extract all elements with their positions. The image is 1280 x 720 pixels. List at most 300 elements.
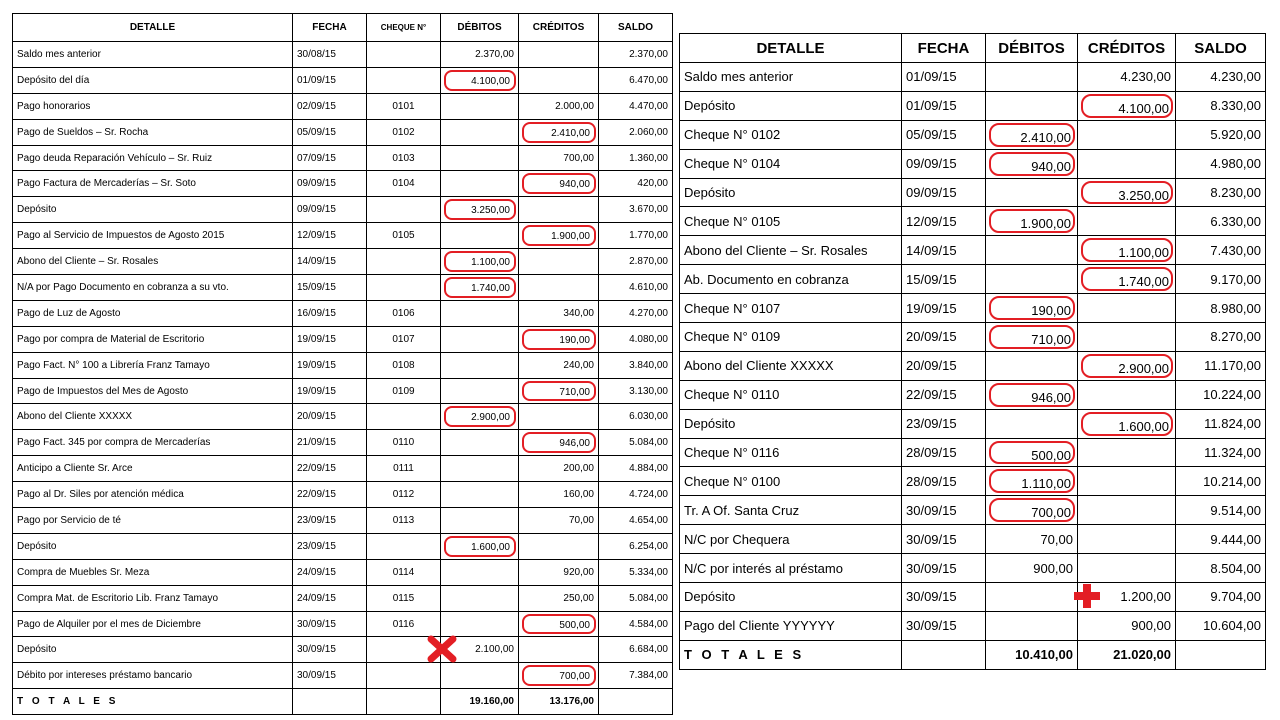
detalle-cell: Ab. Documento en cobranza — [680, 265, 902, 294]
creditos-cell: 200,00 — [519, 456, 599, 482]
saldo-cell: 4.080,00 — [599, 326, 673, 352]
ledger-row — [13, 42, 673, 68]
detalle-cell: Pago por compra de Material de Escritorio — [13, 326, 293, 352]
debitos-cell — [986, 207, 1078, 236]
creditos-cell — [519, 663, 599, 689]
fecha-cell: 01/09/15 — [902, 63, 986, 92]
saldo-cell: 2.060,00 — [599, 119, 673, 145]
debitos-cell — [441, 145, 519, 171]
debitos-cell — [986, 236, 1078, 265]
debitos-cell — [986, 265, 1078, 294]
cheque-cell: 0101 — [367, 93, 441, 119]
creditos-cell: 2.000,00 — [519, 93, 599, 119]
detalle-cell: Pago al Servicio de Impuestos de Agosto 2015 — [13, 223, 293, 249]
detalle-cell: Saldo mes anterior — [680, 63, 902, 92]
red-plus-icon — [1072, 582, 1102, 610]
detalle-cell: Depósito — [680, 178, 902, 207]
cheque-cell: 0116 — [367, 611, 441, 637]
ledger-row — [13, 145, 673, 171]
saldo-cell: 2.370,00 — [599, 42, 673, 68]
creditos-cell — [519, 611, 599, 637]
ledger-row — [13, 611, 673, 637]
totals-empty — [367, 689, 441, 715]
highlight-circle: 3.250,00 — [444, 199, 516, 220]
creditos-cell — [519, 67, 599, 93]
totals-creditos: 13.176,00 — [519, 689, 599, 715]
creditos-cell — [1078, 554, 1176, 583]
saldo-cell: 4.610,00 — [599, 275, 673, 301]
fecha-cell: 07/09/15 — [293, 145, 367, 171]
detalle-cell: Abono del Cliente XXXXX — [13, 404, 293, 430]
highlight-circle: 2.900,00 — [444, 406, 516, 427]
creditos-cell — [1078, 351, 1176, 380]
creditos-cell — [519, 430, 599, 456]
saldo-cell: 1.360,00 — [599, 145, 673, 171]
debitos-cell — [441, 171, 519, 197]
header-detalle: DETALLE — [680, 34, 902, 63]
creditos-cell — [1078, 467, 1176, 496]
cheque-cell — [367, 533, 441, 559]
ledger-row — [13, 275, 673, 301]
fecha-cell: 30/09/15 — [293, 663, 367, 689]
statement-row — [680, 409, 1266, 438]
fecha-cell: 12/09/15 — [902, 207, 986, 236]
creditos-cell — [1078, 120, 1176, 149]
creditos-cell — [1078, 207, 1176, 236]
ledger-row — [13, 93, 673, 119]
detalle-cell: N/A por Pago Documento en cobranza a su vto. — [13, 275, 293, 301]
fecha-cell: 20/09/15 — [902, 351, 986, 380]
creditos-cell — [519, 223, 599, 249]
statement-row — [680, 91, 1266, 120]
header-cheque: CHEQUE N° — [367, 14, 441, 42]
fecha-cell: 20/09/15 — [902, 323, 986, 352]
ledger-row — [13, 663, 673, 689]
creditos-cell — [519, 637, 599, 663]
debitos-cell — [441, 352, 519, 378]
debitos-cell — [441, 93, 519, 119]
detalle-cell: Pago de Alquiler por el mes de Diciembre — [13, 611, 293, 637]
creditos-cell — [1078, 91, 1176, 120]
highlight-circle: 1.900,00 — [522, 225, 596, 246]
debitos-cell — [986, 120, 1078, 149]
debitos-cell — [986, 611, 1078, 640]
debitos-cell — [986, 91, 1078, 120]
creditos-cell — [1078, 438, 1176, 467]
fecha-cell: 19/09/15 — [293, 326, 367, 352]
saldo-cell: 4.724,00 — [599, 482, 673, 508]
creditos-cell — [519, 533, 599, 559]
fecha-cell: 05/09/15 — [902, 120, 986, 149]
fecha-cell: 01/09/15 — [902, 91, 986, 120]
debitos-cell: 70,00 — [986, 525, 1078, 554]
highlight-circle: 700,00 — [989, 498, 1075, 522]
ledger-row — [13, 456, 673, 482]
detalle-cell: Pago de Impuestos del Mes de Agosto — [13, 378, 293, 404]
cheque-cell: 0109 — [367, 378, 441, 404]
saldo-cell: 5.084,00 — [599, 585, 673, 611]
ledger-row — [13, 508, 673, 534]
cheque-cell: 0112 — [367, 482, 441, 508]
debitos-cell — [441, 482, 519, 508]
creditos-cell — [1078, 525, 1176, 554]
creditos-cell: 920,00 — [519, 559, 599, 585]
fecha-cell: 30/09/15 — [902, 611, 986, 640]
statement-row — [680, 149, 1266, 178]
creditos-cell — [519, 119, 599, 145]
fecha-cell: 30/09/15 — [293, 611, 367, 637]
detalle-cell: Cheque N° 0104 — [680, 149, 902, 178]
highlight-circle: 1.900,00 — [989, 209, 1075, 233]
detalle-cell: Pago al Dr. Siles por atención médica — [13, 482, 293, 508]
header-fecha: FECHA — [293, 14, 367, 42]
ledger-row — [13, 223, 673, 249]
fecha-cell: 30/09/15 — [293, 637, 367, 663]
fecha-cell: 30/09/15 — [902, 554, 986, 583]
fecha-cell: 22/09/15 — [293, 456, 367, 482]
creditos-cell — [519, 404, 599, 430]
detalle-cell: N/C por Chequera — [680, 525, 902, 554]
creditos-cell — [519, 171, 599, 197]
detalle-cell: Abono del Cliente XXXXX — [680, 351, 902, 380]
debitos-cell — [441, 223, 519, 249]
creditos-cell — [1078, 409, 1176, 438]
detalle-cell: Tr. A Of. Santa Cruz — [680, 496, 902, 525]
highlight-circle: 710,00 — [989, 325, 1075, 349]
creditos-cell — [1078, 265, 1176, 294]
header-saldo: SALDO — [1176, 34, 1266, 63]
ledger-row — [13, 482, 673, 508]
detalle-cell: Depósito del día — [13, 67, 293, 93]
detalle-cell: Compra de Muebles Sr. Meza — [13, 559, 293, 585]
detalle-cell: Anticipo a Cliente Sr. Arce — [13, 456, 293, 482]
saldo-cell: 5.920,00 — [1176, 120, 1266, 149]
creditos-cell: 240,00 — [519, 352, 599, 378]
detalle-cell: Depósito — [680, 583, 902, 612]
highlight-circle: 1.100,00 — [1081, 238, 1173, 262]
statement-row — [680, 496, 1266, 525]
saldo-cell: 6.470,00 — [599, 67, 673, 93]
header-creditos: CRÉDITOS — [519, 14, 599, 42]
statement-row — [680, 236, 1266, 265]
ledger-row — [13, 326, 673, 352]
ledger-row — [13, 585, 673, 611]
saldo-cell: 7.430,00 — [1176, 236, 1266, 265]
ledger-row — [13, 249, 673, 275]
highlight-circle: 2.410,00 — [989, 123, 1075, 147]
detalle-cell: Débito por intereses préstamo bancario — [13, 663, 293, 689]
saldo-cell: 8.230,00 — [1176, 178, 1266, 207]
saldo-cell: 8.980,00 — [1176, 294, 1266, 323]
creditos-cell: 70,00 — [519, 508, 599, 534]
debitos-cell — [441, 533, 519, 559]
statement-row — [680, 265, 1266, 294]
detalle-cell: Pago honorarios — [13, 93, 293, 119]
ledger-row — [13, 404, 673, 430]
saldo-cell: 420,00 — [599, 171, 673, 197]
saldo-cell: 5.334,00 — [599, 559, 673, 585]
creditos-cell: 4.230,00 — [1078, 63, 1176, 92]
debitos-cell — [441, 663, 519, 689]
saldo-cell: 7.384,00 — [599, 663, 673, 689]
fecha-cell: 30/08/15 — [293, 42, 367, 68]
saldo-cell: 8.270,00 — [1176, 323, 1266, 352]
cheque-cell: 0111 — [367, 456, 441, 482]
bank-statement-table — [679, 33, 1266, 670]
fecha-cell: 09/09/15 — [902, 149, 986, 178]
saldo-cell: 3.670,00 — [599, 197, 673, 223]
fecha-cell: 12/09/15 — [293, 223, 367, 249]
creditos-cell: 700,00 — [519, 145, 599, 171]
debitos-cell — [441, 456, 519, 482]
highlight-circle: 940,00 — [989, 152, 1075, 176]
statement-row — [680, 178, 1266, 207]
detalle-cell: Depósito — [680, 91, 902, 120]
creditos-cell — [519, 197, 599, 223]
totals-empty — [293, 689, 367, 715]
debitos-cell: 900,00 — [986, 554, 1078, 583]
detalle-cell: Pago Fact. N° 100 a Librería Franz Tamayo — [13, 352, 293, 378]
creditos-cell — [1078, 149, 1176, 178]
detalle-cell: Pago deuda Reparación Vehículo – Sr. Ruiz — [13, 145, 293, 171]
saldo-cell: 11.824,00 — [1176, 409, 1266, 438]
right-header-row — [680, 34, 1266, 63]
detalle-cell: Cheque N° 0105 — [680, 207, 902, 236]
detalle-cell: Depósito — [13, 197, 293, 223]
cheque-cell: 0103 — [367, 145, 441, 171]
highlight-circle: 190,00 — [522, 329, 596, 350]
debitos-cell — [441, 326, 519, 352]
detalle-cell: Depósito — [13, 533, 293, 559]
creditos-cell — [1078, 380, 1176, 409]
highlight-circle: 2.410,00 — [522, 122, 596, 143]
debitos-cell — [441, 559, 519, 585]
cheque-cell: 0104 — [367, 171, 441, 197]
saldo-cell: 6.030,00 — [599, 404, 673, 430]
creditos-cell: 900,00 — [1078, 611, 1176, 640]
header-detalle: DETALLE — [13, 14, 293, 42]
statement-row — [680, 438, 1266, 467]
totals-empty — [1176, 640, 1266, 669]
cheque-cell — [367, 275, 441, 301]
highlight-circle: 940,00 — [522, 173, 596, 194]
saldo-cell: 4.654,00 — [599, 508, 673, 534]
creditos-cell — [1078, 236, 1176, 265]
saldo-cell: 8.504,00 — [1176, 554, 1266, 583]
saldo-cell: 9.444,00 — [1176, 525, 1266, 554]
totals-empty — [599, 689, 673, 715]
detalle-cell: Abono del Cliente – Sr. Rosales — [680, 236, 902, 265]
totals-label: T O T A L E S — [13, 689, 293, 715]
fecha-cell: 24/09/15 — [293, 559, 367, 585]
statement-row — [680, 611, 1266, 640]
debitos-cell — [986, 583, 1078, 612]
saldo-cell: 3.130,00 — [599, 378, 673, 404]
creditos-cell: 250,00 — [519, 585, 599, 611]
ledger-row — [13, 559, 673, 585]
fecha-cell: 01/09/15 — [293, 67, 367, 93]
statement-row — [680, 380, 1266, 409]
creditos-cell — [519, 378, 599, 404]
creditos-cell — [519, 326, 599, 352]
statement-row — [680, 120, 1266, 149]
red-x-icon — [427, 635, 457, 663]
detalle-cell: Compra Mat. de Escritorio Lib. Franz Tamayo — [13, 585, 293, 611]
cheque-cell — [367, 663, 441, 689]
cheque-cell — [367, 197, 441, 223]
statement-row — [680, 554, 1266, 583]
saldo-cell: 4.980,00 — [1176, 149, 1266, 178]
fecha-cell: 22/09/15 — [902, 380, 986, 409]
statement-row — [680, 583, 1266, 612]
fecha-cell: 15/09/15 — [293, 275, 367, 301]
highlight-circle: 710,00 — [522, 381, 596, 402]
fecha-cell: 30/09/15 — [902, 583, 986, 612]
debitos-cell — [986, 409, 1078, 438]
saldo-cell: 9.704,00 — [1176, 583, 1266, 612]
ledger-row — [13, 197, 673, 223]
highlight-circle: 4.100,00 — [1081, 94, 1173, 118]
ledger-row — [13, 67, 673, 93]
fecha-cell: 21/09/15 — [293, 430, 367, 456]
highlight-circle: 1.740,00 — [1081, 267, 1173, 291]
debitos-cell — [441, 275, 519, 301]
debitos-cell: 2.370,00 — [441, 42, 519, 68]
debitos-cell: 2.100,00 — [441, 637, 519, 663]
fecha-cell: 09/09/15 — [902, 178, 986, 207]
debitos-cell — [986, 380, 1078, 409]
saldo-cell: 10.604,00 — [1176, 611, 1266, 640]
header-creditos: CRÉDITOS — [1078, 34, 1176, 63]
fecha-cell: 19/09/15 — [293, 352, 367, 378]
creditos-cell — [1078, 178, 1176, 207]
totals-label: T O T A L E S — [680, 640, 902, 669]
saldo-cell: 6.330,00 — [1176, 207, 1266, 236]
saldo-cell: 11.170,00 — [1176, 351, 1266, 380]
saldo-cell: 6.254,00 — [599, 533, 673, 559]
saldo-cell: 10.214,00 — [1176, 467, 1266, 496]
highlight-circle: 1.600,00 — [444, 536, 516, 557]
fecha-cell: 09/09/15 — [293, 197, 367, 223]
highlight-circle: 1.100,00 — [444, 251, 516, 272]
debitos-cell — [986, 323, 1078, 352]
ledger-row — [13, 119, 673, 145]
creditos-cell — [519, 42, 599, 68]
detalle-cell: Pago Factura de Mercaderías – Sr. Soto — [13, 171, 293, 197]
highlight-circle: 1.110,00 — [989, 469, 1075, 493]
detalle-cell: Cheque N° 0102 — [680, 120, 902, 149]
cheque-cell: 0102 — [367, 119, 441, 145]
fecha-cell: 23/09/15 — [902, 409, 986, 438]
cheque-cell: 0115 — [367, 585, 441, 611]
detalle-cell: Cheque N° 0100 — [680, 467, 902, 496]
highlight-circle: 500,00 — [522, 614, 596, 635]
highlight-circle: 946,00 — [989, 383, 1075, 407]
debitos-cell — [441, 67, 519, 93]
highlight-circle: 190,00 — [989, 296, 1075, 320]
cheque-cell: 0110 — [367, 430, 441, 456]
ledger-row — [13, 300, 673, 326]
fecha-cell: 15/09/15 — [902, 265, 986, 294]
highlight-circle: 700,00 — [522, 665, 596, 686]
debitos-cell — [986, 496, 1078, 525]
detalle-cell: Pago por Servicio de té — [13, 508, 293, 534]
debitos-cell — [441, 197, 519, 223]
highlight-circle: 946,00 — [522, 432, 596, 453]
saldo-cell: 5.084,00 — [599, 430, 673, 456]
cheque-cell: 0113 — [367, 508, 441, 534]
debitos-cell — [986, 294, 1078, 323]
saldo-cell: 4.470,00 — [599, 93, 673, 119]
detalle-cell: Pago de Luz de Agosto — [13, 300, 293, 326]
fecha-cell: 28/09/15 — [902, 467, 986, 496]
highlight-circle: 3.250,00 — [1081, 181, 1173, 205]
statement-row — [680, 467, 1266, 496]
totals-debitos: 10.410,00 — [986, 640, 1078, 669]
statement-row — [680, 207, 1266, 236]
saldo-cell: 8.330,00 — [1176, 91, 1266, 120]
saldo-cell: 4.584,00 — [599, 611, 673, 637]
highlight-circle: 1.740,00 — [444, 277, 516, 298]
detalle-cell: Cheque N° 0107 — [680, 294, 902, 323]
cheque-cell: 0108 — [367, 352, 441, 378]
detalle-cell: Cheque N° 0109 — [680, 323, 902, 352]
creditos-cell: 1.200,00 — [1078, 583, 1176, 612]
debitos-cell — [441, 430, 519, 456]
totals-creditos: 21.020,00 — [1078, 640, 1176, 669]
debitos-cell — [986, 63, 1078, 92]
detalle-cell: N/C por interés al préstamo — [680, 554, 902, 583]
company-ledger-table — [12, 13, 673, 715]
fecha-cell: 09/09/15 — [293, 171, 367, 197]
debitos-cell — [441, 249, 519, 275]
debitos-cell — [441, 119, 519, 145]
statement-row — [680, 294, 1266, 323]
detalle-cell: Depósito — [13, 637, 293, 663]
creditos-cell: 340,00 — [519, 300, 599, 326]
fecha-cell: 02/09/15 — [293, 93, 367, 119]
cheque-cell — [367, 67, 441, 93]
fecha-cell: 24/09/15 — [293, 585, 367, 611]
fecha-cell: 14/09/15 — [902, 236, 986, 265]
statement-row — [680, 525, 1266, 554]
right-totals-row — [680, 640, 1266, 669]
detalle-cell: Saldo mes anterior — [13, 42, 293, 68]
saldo-cell: 1.770,00 — [599, 223, 673, 249]
cheque-cell — [367, 42, 441, 68]
debitos-cell — [441, 508, 519, 534]
cheque-cell — [367, 249, 441, 275]
ledger-row — [13, 430, 673, 456]
highlight-circle: 2.900,00 — [1081, 354, 1173, 378]
fecha-cell: 23/09/15 — [293, 533, 367, 559]
fecha-cell: 28/09/15 — [902, 438, 986, 467]
saldo-cell: 9.514,00 — [1176, 496, 1266, 525]
debitos-cell — [986, 467, 1078, 496]
creditos-cell: 160,00 — [519, 482, 599, 508]
creditos-cell — [519, 249, 599, 275]
debitos-cell — [986, 149, 1078, 178]
left-totals-row — [13, 689, 673, 715]
fecha-cell: 14/09/15 — [293, 249, 367, 275]
detalle-cell: Cheque N° 0110 — [680, 380, 902, 409]
detalle-cell: Pago Fact. 345 por compra de Mercaderías — [13, 430, 293, 456]
statement-row — [680, 323, 1266, 352]
detalle-cell: Pago de Sueldos – Sr. Rocha — [13, 119, 293, 145]
saldo-cell: 3.840,00 — [599, 352, 673, 378]
detalle-cell: Cheque N° 0116 — [680, 438, 902, 467]
fecha-cell: 22/09/15 — [293, 482, 367, 508]
